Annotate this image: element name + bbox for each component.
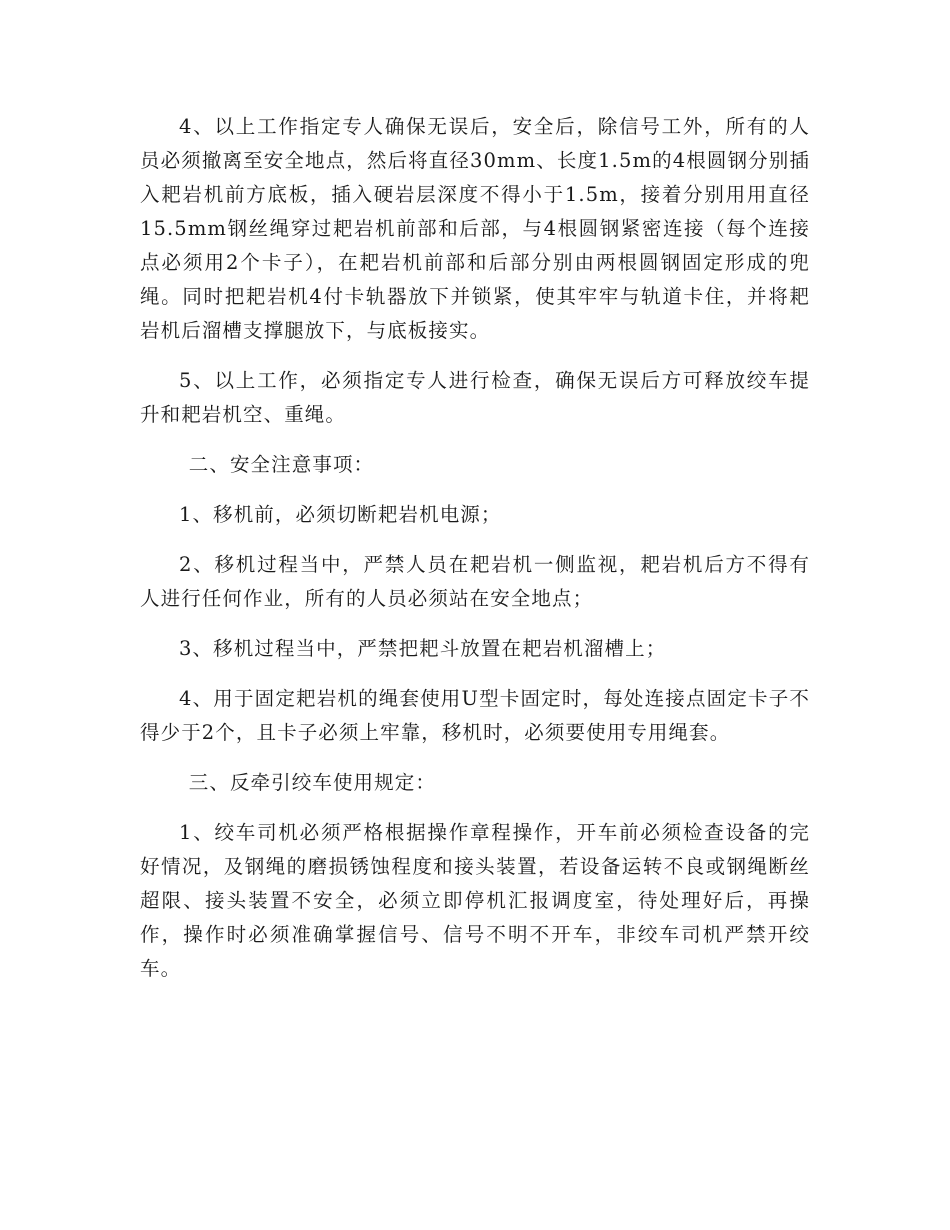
paragraph-safety-1: 1、移机前，必须切断耙岩机电源； — [179, 503, 502, 526]
paragraph-safety-2: 2、移机过程当中，严禁人员在耙岩机一侧监视，耙岩机后方不得有人进行任何作业，所有的人员必须站在安全地点； — [140, 553, 810, 610]
section-heading-winch-rules: 三、反牵引绞车使用规定： — [188, 771, 436, 794]
paragraph-inspection: 5、以上工作，必须指定专人进行检查，确保无误后方可释放绞车提升和耙岩机空、重绳。 — [140, 369, 810, 426]
section-heading-safety: 二、安全注意事项： — [188, 453, 375, 476]
document-body — [140, 110, 810, 986]
paragraph-fixing-procedure: 4、以上工作指定专人确保无误后，安全后，除信号工外，所有的人员必须撤离至安全地点，然后将直径30mm、长度1.5m的4根圆钢分别插入耙岩机前方底板，插入硬岩层深度不得小于1.5m，接着分别用用直径15.5mm钢丝绳穿过耙岩机前部和后部，与4根圆钢紧密连接（每个连接点必须用2个卡子），在耙岩机前部和后部分别由两根圆钢固定形成的兜绳。同时把耙岩机4付卡轨器放下并锁紧，使其牢牢与轨道卡住，并将耙岩机后溜槽支撑腿放下，与底板接实。 — [140, 115, 810, 342]
paragraph-safety-4: 4、用于固定耙岩机的绳套使用U型卡固定时，每处连接点固定卡子不得少于2个，且卡子必须上牢靠，移机时，必须要使用专用绳套。 — [140, 687, 810, 744]
paragraph-winch-1: 1、绞车司机必须严格根据操作章程操作，开车前必须检查设备的完好情况，及钢绳的磨损锈蚀程度和接头装置，若设备运转不良或钢绳断丝超限、接头装置不安全，必须立即停机汇报调度室，待处理好后，再操作，操作时必须准确掌握信号、信号不明不开车，非绞车司机严禁开绞车。 — [140, 821, 810, 980]
paragraph-safety-3: 3、移机过程当中，严禁把耙斗放置在耙岩机溜槽上； — [179, 637, 667, 660]
